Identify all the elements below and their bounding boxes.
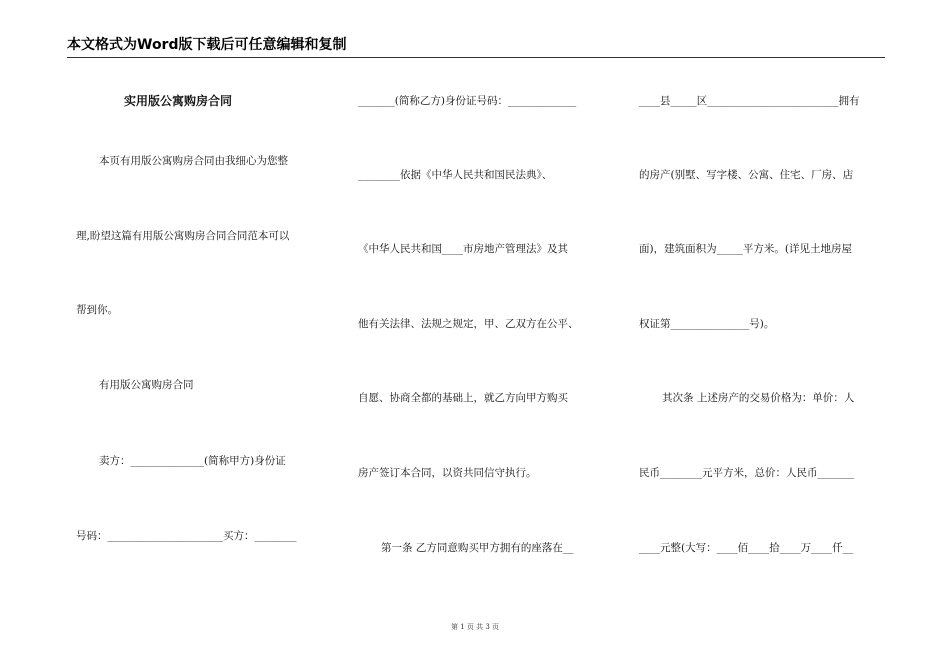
document-title: 实用版公寓购房合同 bbox=[124, 94, 233, 108]
paragraph-line: ____县_____区_________________________拥有 bbox=[639, 95, 860, 107]
paragraph-line: 本页有用版公寓购房合同由我细心为您整 bbox=[99, 155, 288, 167]
paragraph-line: 他有关法律、法规之规定，甲、乙双方在公平、 bbox=[358, 318, 579, 330]
paragraph-line: 第一条 乙方同意购买甲方拥有的座落在__ bbox=[381, 542, 574, 554]
paragraph-line: 理,盼望这篇有用版公寓购房合同合同范本可以 bbox=[76, 230, 290, 242]
paragraph-line: 房产签订本合同，以资共同信守执行。 bbox=[358, 467, 537, 479]
paragraph-line: ____元整(大写：____佰____拾____万____仟__ bbox=[639, 542, 854, 554]
paragraph-line: 自愿、协商全都的基础上，就乙方向甲方购买 bbox=[358, 392, 568, 404]
paragraph-line: 其次条 上述房产的交易价格为：单价：人 bbox=[662, 392, 855, 404]
paragraph-line: 帮到你。 bbox=[76, 304, 118, 316]
paragraph-line: 《中华人民共和国____市房地产管理法》及其 bbox=[358, 243, 568, 255]
paragraph-line: 权证第_______________号)。 bbox=[639, 318, 775, 330]
paragraph-line: 的房产(别墅、写字楼、公寓、住宅、厂房、店 bbox=[639, 169, 854, 181]
paragraph-line: 号码：______________________买方：________ bbox=[76, 530, 297, 542]
paragraph-line: 面)，建筑面积为_____平方米。(详见土地房屋 bbox=[639, 243, 852, 255]
paragraph-line: 有用版公寓购房合同 bbox=[99, 379, 194, 391]
paragraph-line: 卖方：______________(简称甲方)身份证 bbox=[99, 455, 286, 467]
page-number: 第 1 页 共 3 页 bbox=[450, 623, 500, 631]
paragraph-line: _______(简称乙方)身份证号码：_____________ bbox=[358, 95, 577, 107]
paragraph-line: ________依据《中华人民共和国民法典》、 bbox=[358, 169, 553, 181]
document-header: 本文格式为Word版下载后可任意编辑和复制 bbox=[67, 34, 885, 58]
paragraph-line: 民币________元平方米，总价：人民币_______ bbox=[639, 467, 855, 479]
